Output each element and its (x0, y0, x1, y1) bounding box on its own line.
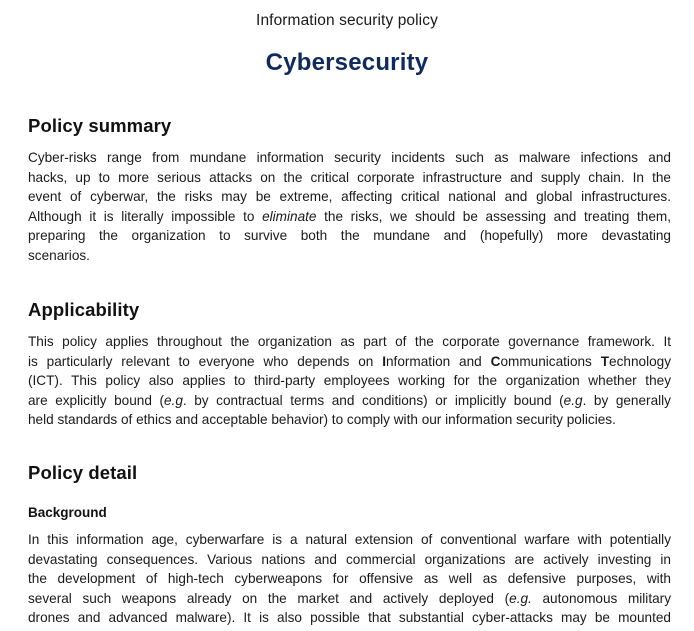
section-heading-applicability: Applicability (28, 299, 140, 320)
text-line (28, 589, 671, 609)
policy-summary-paragraph (28, 148, 671, 265)
text-fragment: ommunications (500, 353, 601, 369)
text-line: event of cyberwar, the risks may be extreme, affecting critical national and global infrastructures. (28, 189, 671, 204)
text-line: (ICT). This policy also applies to third-party employees working for the organization whether they (28, 373, 671, 388)
text-fragment: . by contractual terms and conditions) or implicitly bound ( (182, 392, 564, 408)
acronym-letter-t: T (600, 353, 610, 369)
text-line: held standards of ethics and acceptable behavior) to comply with our information security policies. (28, 412, 616, 427)
text-fragment: autonomous military (531, 590, 671, 606)
text-line: In this information age, cyberwarfare is a natural extension of conventional warfare with potentially (28, 532, 671, 547)
acronym-letter-c: C (490, 353, 501, 369)
section-heading-policy-detail: Policy detail (28, 462, 138, 483)
background-paragraph (28, 530, 671, 628)
text-fragment: are explicitly bound ( (28, 392, 164, 408)
document-subtitle: Information security policy (256, 12, 438, 29)
emphasis-eg: e.g. (509, 590, 532, 606)
text-fragment: echnology (609, 353, 672, 369)
text-line: preparing the organization to survive both the mundane and (hopefully) more devastating (28, 228, 671, 243)
emphasis-eg: e.g (563, 392, 583, 408)
text-fragment: . by generally (582, 392, 671, 408)
text-fragment: several such weapons already on the market and actively deployed ( (28, 590, 510, 606)
text-line: This policy applies throughout the organization as part of the corporate governance framework. It (28, 334, 671, 349)
text-line (28, 352, 671, 372)
text-fragment: is particularly relevant to everyone who depends on (28, 353, 383, 369)
text-line: drones and advanced malware). It is also possible that substantial cyber-attacks may be mounted (28, 610, 671, 625)
acronym-letter-i: I (382, 353, 386, 369)
text-fragment: Although it is literally impossible to (28, 208, 263, 224)
subheading-background: Background (28, 505, 107, 520)
text-line: Cyber-risks range from mundane information security incidents such as malware infections and (28, 150, 671, 165)
emphasis-eliminate: eliminate (262, 208, 317, 224)
section-heading-policy-summary: Policy summary (28, 115, 172, 136)
text-line (28, 207, 671, 227)
text-fragment: nformation and (385, 353, 491, 369)
emphasis-eg: e.g (164, 392, 183, 408)
text-line: scenarios. (28, 247, 90, 263)
text-line: devastating consequences. Various nations and commercial organizations are actively investing in (28, 551, 671, 567)
text-line (28, 391, 671, 411)
document-title: Cybersecurity (265, 49, 429, 76)
text-line: the development of high-tech cyberweapons for offensive as well as defensive purposes, with (28, 571, 671, 586)
applicability-paragraph (28, 332, 671, 430)
text-line: hacks, up to more serious attacks on the critical corporate infrastructure and supply chain. In the (28, 169, 671, 185)
text-fragment: the risks, we should be assessing and treating them, (316, 208, 671, 224)
